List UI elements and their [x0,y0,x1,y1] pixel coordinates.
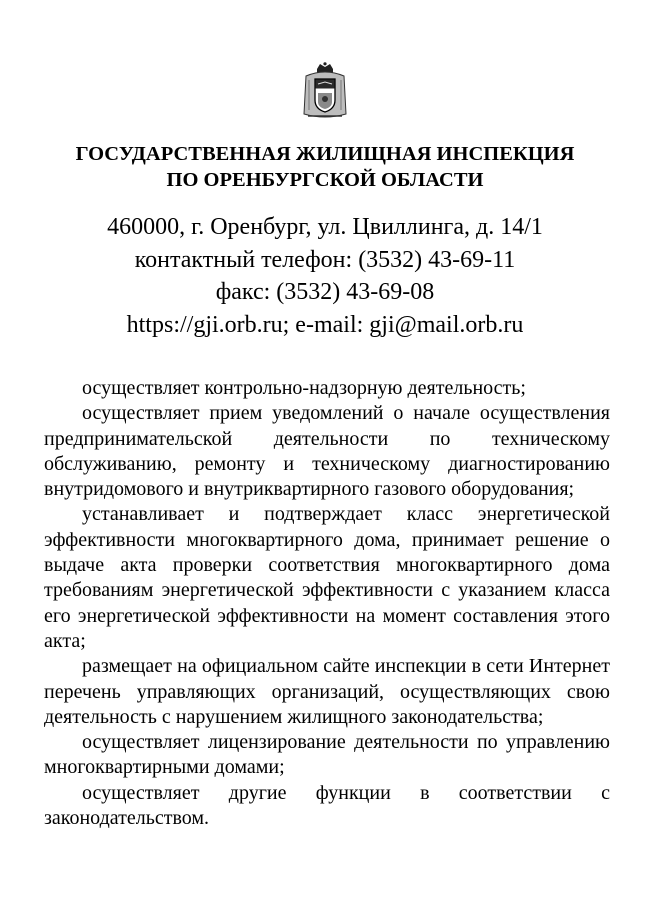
phone: контактный телефон: (3532) 43-69-11 [134,246,516,273]
organization-name [0,141,650,193]
coat-of-arms-icon [300,62,350,122]
org-name-line2: ПО ОРЕНБУРГСКОЙ ОБЛАСТИ [166,169,484,191]
paragraph: осуществляет лицензирование деятельности по управлению многоквартирными домами; [44,731,610,779]
address: 460000, г. Оренбург, ул. Цвиллинга, д. 14/1 [107,214,543,240]
paragraph: размещает на официальном сайте инспекции в сети Интернет перечень управляющих организаций, осуществляющих свою деятельность с нарушением жилищного законодательства; [44,655,610,728]
paragraph: осуществляет контрольно-надзорную деятельность; [82,377,526,399]
website-email: https://gji.orb.ru; e-mail: gji@mail.orb.ru [126,311,524,338]
org-name-line1: ГОСУДАРСТВЕННАЯ ЖИЛИЩНАЯ ИНСПЕКЦИЯ [75,143,575,165]
paragraph: осуществляет прием уведомлений о начале осуществления предпринимательской деятельности по техническому обслуживанию, ремонту и техническому диагностированию внутридомового и внутриквартирного газового оборудования; [44,402,610,501]
fax: факс: (3532) 43-69-08 [215,279,435,305]
functions-text [44,376,610,831]
paragraph: осуществляет другие функции в соответствии с законодательством. [44,781,610,830]
paragraph: устанавливает и подтверждает класс энергетической эффективности многоквартирного дома, принимает решение о выдаче акта проверки соответствия многоквартирного дома требованиям энергетической эффективности с указанием класса его энергетической эффективности на момент составления этого акта; [44,503,610,652]
contact-block [0,211,650,341]
